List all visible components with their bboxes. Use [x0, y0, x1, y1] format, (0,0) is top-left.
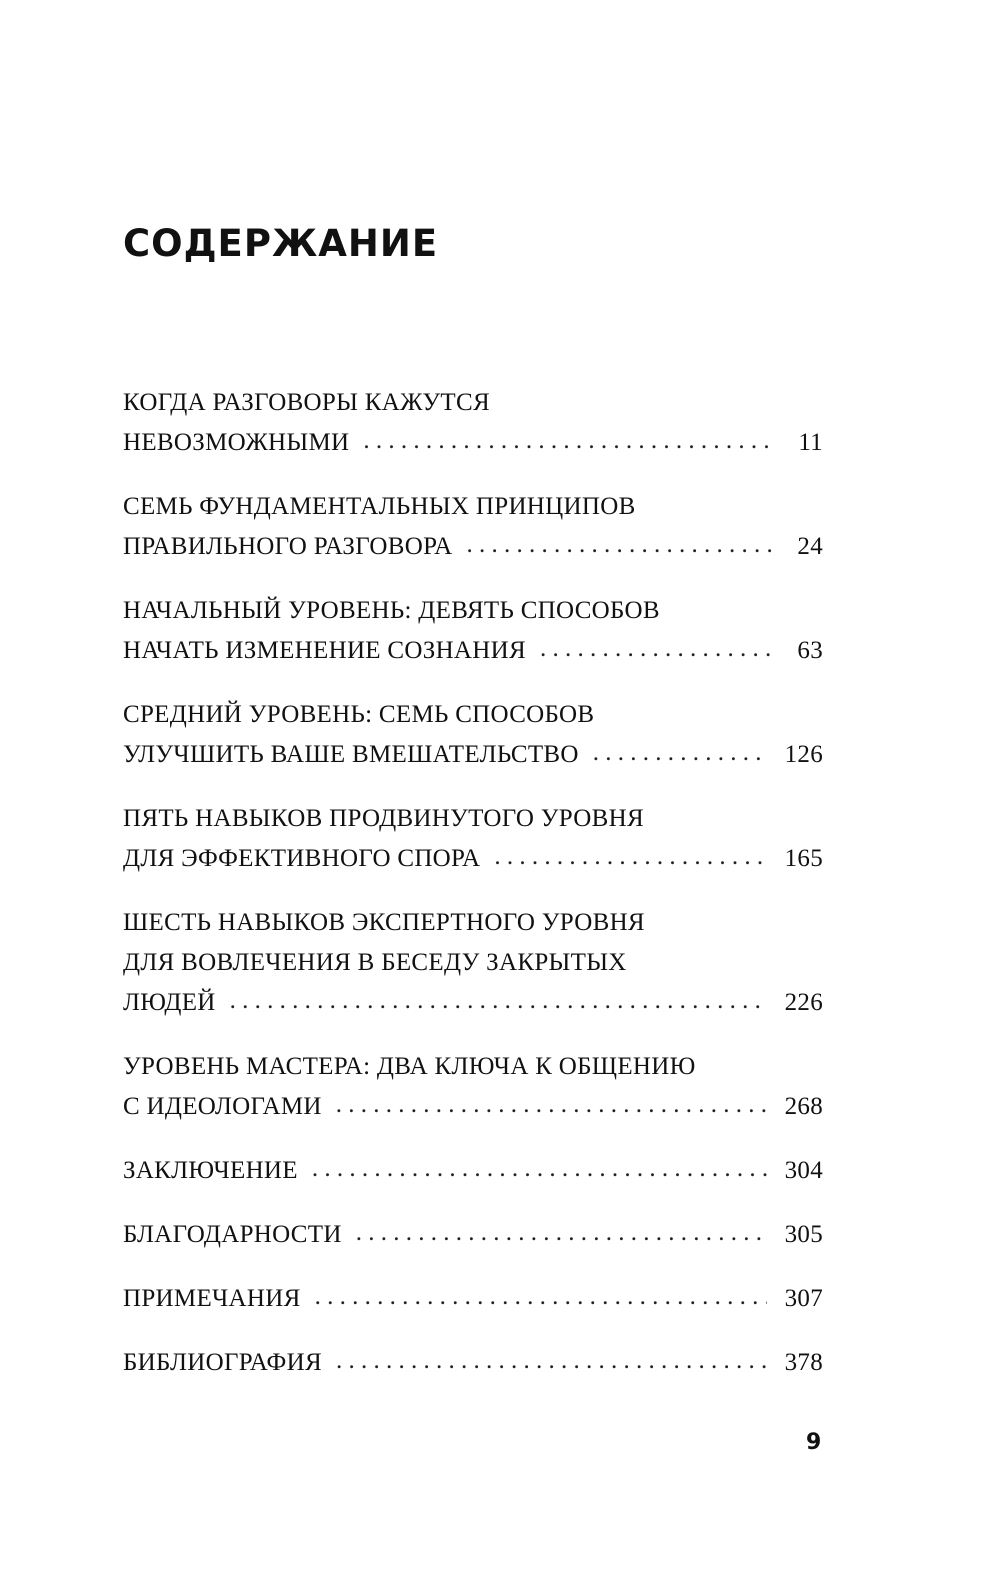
toc-entry [123, 799, 823, 879]
toc-entry-last-line [123, 1343, 823, 1383]
toc-entry-title-line: НАЧАЛЬНЫЙ УРОВЕНЬ: ДЕВЯТЬ СПОСОБОВ [123, 597, 660, 624]
dot-leader [315, 1277, 767, 1317]
toc-page-number: 11 [798, 429, 823, 456]
toc-entry [123, 1279, 823, 1319]
toc-entry-title-line: БЛАГОДАРНОСТИ [123, 1221, 342, 1248]
toc-entry-title-line: ЗАКЛЮЧЕНИЕ [123, 1157, 298, 1184]
toc-page-number: 378 [784, 1349, 823, 1376]
toc-entry [123, 1343, 823, 1383]
toc-page-number: 305 [784, 1221, 823, 1248]
toc-page-number: 126 [784, 741, 823, 768]
toc-entry [123, 1047, 823, 1127]
page-title: СОДЕРЖАНИЕ [123, 222, 439, 265]
toc-page-number: 268 [784, 1093, 823, 1120]
toc-entry [123, 487, 823, 567]
dot-leader [593, 733, 767, 773]
toc-entry-title-line: ПЯТЬ НАВЫКОВ ПРОДВИНУТОГО УРОВНЯ [123, 805, 644, 832]
toc-page-number: 63 [797, 637, 823, 664]
dot-leader [336, 1085, 767, 1125]
toc-entry-title-line: ПРИМЕЧАНИЯ [123, 1285, 301, 1312]
toc-entry-title-line: БИБЛИОГРАФИЯ [123, 1349, 322, 1376]
toc-entry-last-line [123, 631, 823, 671]
toc-entry-title-line: ЛЮДЕЙ [123, 989, 216, 1016]
toc-entry [123, 591, 823, 671]
toc-entry-last-line [123, 983, 823, 1023]
toc-entry-last-line [123, 1087, 823, 1127]
toc-entry-title-line: ДЛЯ ЭФФЕКТИВНОГО СПОРА [123, 845, 481, 872]
toc-entry [123, 695, 823, 775]
dot-leader [540, 629, 775, 669]
toc-entry [123, 903, 823, 1023]
toc-entry-last-line [123, 735, 823, 775]
toc-entry-title-line: ДЛЯ ВОВЛЕЧЕНИЯ В БЕСЕДУ ЗАКРЫТЫХ [123, 949, 627, 976]
toc-entry-title-line: НЕВОЗМОЖНЫМИ [123, 429, 350, 456]
dot-leader [466, 525, 775, 565]
toc-entry-last-line [123, 1279, 823, 1319]
toc-entry-title-line: СРЕДНИЙ УРОВЕНЬ: СЕМЬ СПОСОБОВ [123, 701, 595, 728]
toc-page-number: 24 [797, 533, 823, 560]
page-number: 9 [806, 1430, 822, 1455]
table-of-contents [123, 383, 823, 1407]
toc-entry-title-line: УЛУЧШИТЬ ВАШЕ ВМЕШАТЕЛЬСТВО [123, 741, 579, 768]
toc-entry-title-line: УРОВЕНЬ МАСТЕРА: ДВА КЛЮЧА К ОБЩЕНИЮ [123, 1053, 696, 1080]
dot-leader [363, 421, 775, 461]
toc-entry-title-line: ПРАВИЛЬНОГО РАЗГОВОРА [123, 533, 453, 560]
toc-entry [123, 383, 823, 463]
toc-entry-last-line [123, 1151, 823, 1191]
dot-leader [356, 1213, 767, 1253]
dot-leader [312, 1149, 767, 1189]
toc-entry-title-line: С ИДЕОЛОГАМИ [123, 1093, 322, 1120]
toc-entry [123, 1215, 823, 1255]
toc-entry-title-line: НАЧАТЬ ИЗМЕНЕНИЕ СОЗНАНИЯ [123, 637, 526, 664]
toc-entry [123, 1151, 823, 1191]
dot-leader [494, 837, 766, 877]
toc-entry-last-line [123, 839, 823, 879]
toc-page-number: 307 [784, 1285, 823, 1312]
toc-entry-last-line [123, 423, 823, 463]
toc-entry-title-line: ШЕСТЬ НАВЫКОВ ЭКСПЕРТНОГО УРОВНЯ [123, 909, 645, 936]
toc-page-number: 304 [784, 1157, 823, 1184]
toc-entry-last-line [123, 1215, 823, 1255]
toc-page-number: 226 [784, 989, 823, 1016]
toc-entry-last-line [123, 527, 823, 567]
toc-entry-title-line: СЕМЬ ФУНДАМЕНТАЛЬНЫХ ПРИНЦИПОВ [123, 493, 636, 520]
toc-entry-title-line: КОГДА РАЗГОВОРЫ КАЖУТСЯ [123, 389, 490, 416]
toc-page-number: 165 [784, 845, 823, 872]
dot-leader [230, 981, 767, 1021]
dot-leader [336, 1341, 767, 1381]
